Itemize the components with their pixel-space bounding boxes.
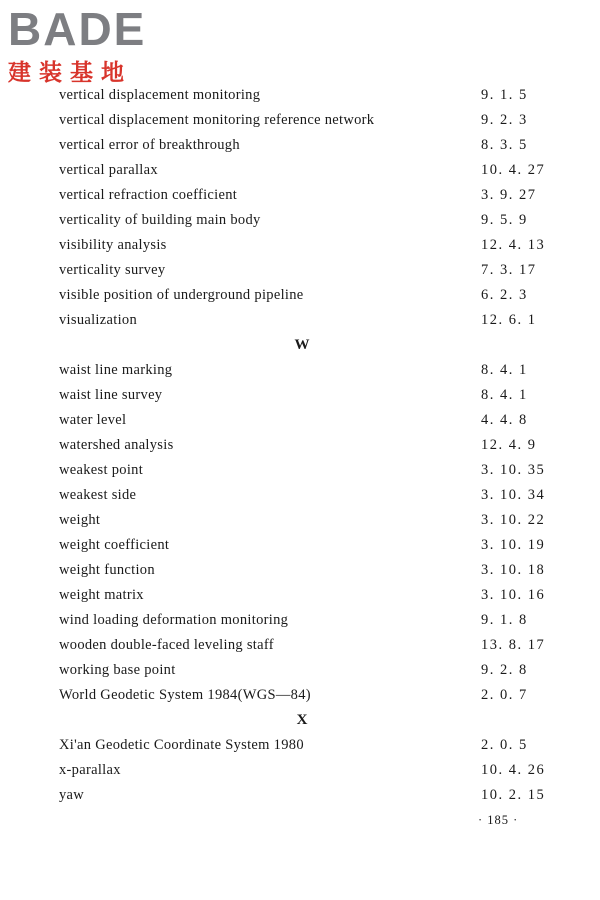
- index-entry: [0, 358, 600, 383]
- entry-term: weight function: [59, 562, 155, 578]
- entry-clause-number: 3. 10. 19: [481, 537, 546, 553]
- entry-term: Xi'an Geodetic Coordinate System 1980: [59, 737, 304, 753]
- index-entry: [0, 533, 600, 558]
- entry-clause-number: 10. 2. 15: [481, 787, 546, 803]
- entry-clause-number: 10. 4. 27: [481, 162, 546, 178]
- entry-term: wooden double-faced leveling staff: [59, 637, 274, 653]
- entry-term: visible position of underground pipeline: [59, 287, 304, 303]
- entry-clause-number: 3. 10. 16: [481, 587, 546, 603]
- entry-clause-number: 8. 4. 1: [481, 387, 528, 403]
- index-entry: [0, 233, 600, 258]
- entry-clause-number: 7. 3. 17: [481, 262, 537, 278]
- entry-clause-number: 2. 0. 5: [481, 737, 528, 753]
- entry-clause-number: 9. 2. 3: [481, 112, 528, 128]
- index-entry: [0, 733, 600, 758]
- entry-clause-number: 9. 1. 5: [481, 87, 528, 103]
- entry-term: weakest point: [59, 462, 144, 478]
- index-entry: [0, 483, 600, 508]
- index-entry: [0, 158, 600, 183]
- entry-term: watershed analysis: [59, 437, 174, 453]
- entry-term: vertical displacement monitoring: [59, 87, 261, 103]
- entry-clause-number: 8. 4. 1: [481, 362, 528, 378]
- entry-clause-number: 12. 6. 1: [481, 312, 537, 328]
- entry-term: x-parallax: [59, 762, 121, 778]
- entry-clause-number: 2. 0. 7: [481, 687, 528, 703]
- entry-term: World Geodetic System 1984(WGS—84): [59, 687, 311, 703]
- index-entry: [0, 108, 600, 133]
- index-entry: [0, 183, 600, 208]
- index-entry: [0, 258, 600, 283]
- entry-term: weight matrix: [59, 587, 144, 603]
- index-entry: [0, 633, 600, 658]
- entry-term: waist line marking: [59, 362, 173, 378]
- index-entry: [0, 433, 600, 458]
- index-entry: [0, 683, 600, 708]
- entry-clause-number: 3. 10. 34: [481, 487, 546, 503]
- index-entry: [0, 133, 600, 158]
- entry-term: waist line survey: [59, 387, 163, 403]
- section-letter: X: [296, 712, 308, 728]
- entry-clause-number: 3. 10. 35: [481, 462, 546, 478]
- index-entry: [0, 758, 600, 783]
- watermark-logo: [8, 4, 178, 88]
- index-entry: [0, 408, 600, 433]
- entry-term: vertical error of breakthrough: [59, 137, 240, 153]
- entry-term: wind loading deformation monitoring: [59, 612, 289, 628]
- entry-term: water level: [59, 412, 127, 428]
- index-entry: [0, 83, 600, 108]
- index-entry: [0, 558, 600, 583]
- index-entry: [0, 458, 600, 483]
- entry-term: visualization: [59, 312, 137, 328]
- index-entry: [0, 583, 600, 608]
- entry-clause-number: 12. 4. 9: [481, 437, 537, 453]
- entry-clause-number: 4. 4. 8: [481, 412, 528, 428]
- index-entries: [0, 83, 600, 808]
- entry-clause-number: 10. 4. 26: [481, 762, 546, 778]
- entry-term: working base point: [59, 662, 176, 678]
- entry-clause-number: 9. 5. 9: [481, 212, 528, 228]
- entry-term: vertical parallax: [59, 162, 158, 178]
- page-number: · 185 ·: [478, 813, 519, 827]
- entry-term: weight: [59, 512, 101, 528]
- entry-term: verticality survey: [59, 262, 166, 278]
- entry-clause-number: 3. 10. 18: [481, 562, 546, 578]
- entry-term: vertical refraction coefficient: [59, 187, 238, 203]
- index-entry: [0, 308, 600, 333]
- entry-term: weakest side: [59, 487, 137, 503]
- index-entry: [0, 608, 600, 633]
- entry-clause-number: 8. 3. 5: [481, 137, 528, 153]
- entry-clause-number: 13. 8. 17: [481, 637, 546, 653]
- index-entry: [0, 208, 600, 233]
- logo-title: BADE: [8, 3, 147, 55]
- entry-clause-number: 9. 1. 8: [481, 612, 528, 628]
- entry-clause-number: 9. 2. 8: [481, 662, 528, 678]
- entry-term: weight coefficient: [59, 537, 170, 553]
- entry-term: vertical displacement monitoring reference network: [59, 112, 375, 128]
- index-entry: [0, 508, 600, 533]
- index-entry: [0, 383, 600, 408]
- entry-clause-number: 6. 2. 3: [481, 287, 528, 303]
- entry-term: verticality of building main body: [59, 212, 261, 228]
- index-entry: [0, 283, 600, 308]
- logo-subtitle: 建装基地: [8, 60, 132, 86]
- entry-term: yaw: [59, 787, 85, 803]
- entry-clause-number: 3. 10. 22: [481, 512, 546, 528]
- entry-clause-number: 12. 4. 13: [481, 237, 546, 253]
- entry-term: visibility analysis: [59, 237, 167, 253]
- entry-clause-number: 3. 9. 27: [481, 187, 537, 203]
- index-entry: [0, 658, 600, 683]
- section-letter: W: [294, 337, 310, 353]
- index-entry: [0, 783, 600, 808]
